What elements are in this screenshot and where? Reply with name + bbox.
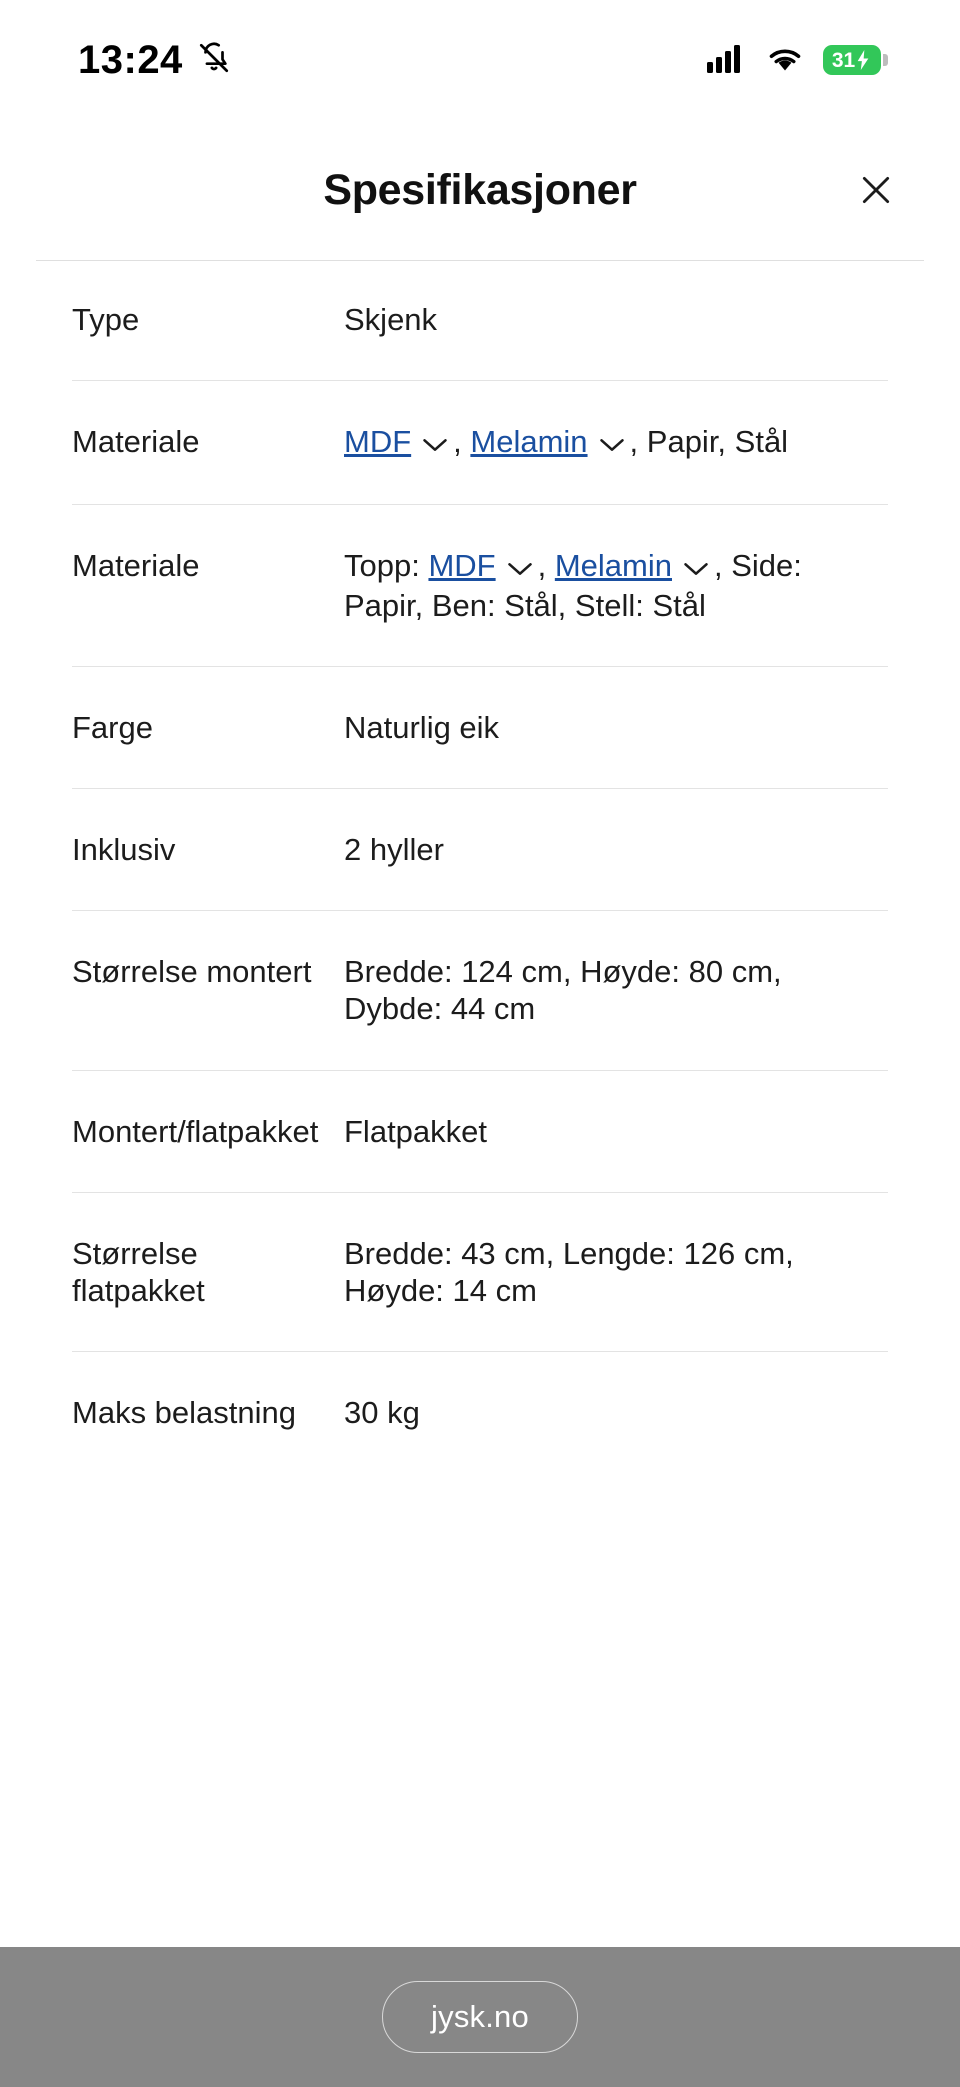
spec-value: Naturlig eik [344, 709, 500, 745]
spec-value: Bredde: 124 cm, Høyde: 80 cm, Dybde: 44 cm [344, 954, 782, 1027]
material-link-mdf[interactable]: MDF [428, 548, 496, 584]
status-bar [0, 0, 960, 120]
spec-label: Type [72, 302, 140, 337]
spec-value-text: , [537, 548, 555, 584]
close-icon[interactable] [848, 162, 904, 218]
spec-label: Maks belastning [72, 1395, 297, 1431]
battery-indicator [823, 45, 888, 75]
spec-value [344, 423, 888, 462]
table-row [72, 1193, 888, 1352]
table-row [72, 381, 888, 505]
page-title: Spesifikasjoner [323, 165, 637, 214]
spec-value: 30 kg [344, 1395, 420, 1431]
spec-label: Inklusiv [72, 831, 176, 867]
status-bar-right [707, 43, 888, 78]
bell-muted-icon [197, 41, 231, 80]
table-row [72, 1071, 888, 1193]
spec-value: Skjenk [344, 302, 438, 337]
battery-percent: 31 [831, 48, 856, 72]
table-row [72, 667, 888, 789]
chevron-down-icon[interactable] [682, 549, 710, 586]
chevron-down-icon[interactable] [598, 425, 626, 462]
specifications-table [0, 261, 960, 1473]
wifi-icon [765, 43, 805, 78]
charging-bolt-icon [856, 50, 870, 70]
chevron-down-icon[interactable] [421, 425, 449, 462]
spec-value-text: , Papir, Stål [629, 424, 789, 460]
spec-label: Farge [72, 709, 153, 745]
chevron-down-icon[interactable] [506, 549, 534, 586]
spec-value-text: , [453, 424, 471, 460]
sheet-header [0, 120, 960, 260]
material-link-melamin[interactable]: Melamin [554, 548, 672, 584]
battery-body [823, 45, 881, 75]
table-row [72, 911, 888, 1070]
cellular-signal-icon [707, 43, 747, 78]
status-bar-left [78, 38, 231, 83]
material-link-mdf[interactable]: MDF [344, 424, 412, 460]
spec-value: Bredde: 43 cm, Lengde: 126 cm, Høyde: 14 cm [344, 1235, 794, 1308]
status-clock: 13:24 [78, 37, 183, 82]
table-row [72, 261, 888, 381]
spec-label: Materiale [72, 424, 200, 460]
spec-value: Flatpakket [344, 1113, 488, 1149]
spec-value [344, 547, 888, 623]
spec-value: 2 hyller [344, 831, 444, 867]
table-row [72, 789, 888, 911]
spec-label: Materiale [72, 548, 200, 584]
spec-label: Montert/flatpakket [72, 1113, 319, 1149]
browser-bottom-bar [0, 1947, 960, 2087]
table-row [72, 1352, 888, 1473]
material-link-melamin[interactable]: Melamin [470, 424, 588, 460]
spec-value-text: Topp: [344, 548, 429, 584]
battery-cap [883, 54, 888, 66]
spec-label: Størrelse montert [72, 954, 312, 990]
spec-value-text: , Side: Papir, Ben: Stål, Stell: Stål [344, 548, 802, 623]
spec-label: Størrelse flatpakket [72, 1235, 205, 1308]
table-row [72, 505, 888, 666]
site-domain-pill[interactable]: jysk.no [382, 1981, 578, 2053]
